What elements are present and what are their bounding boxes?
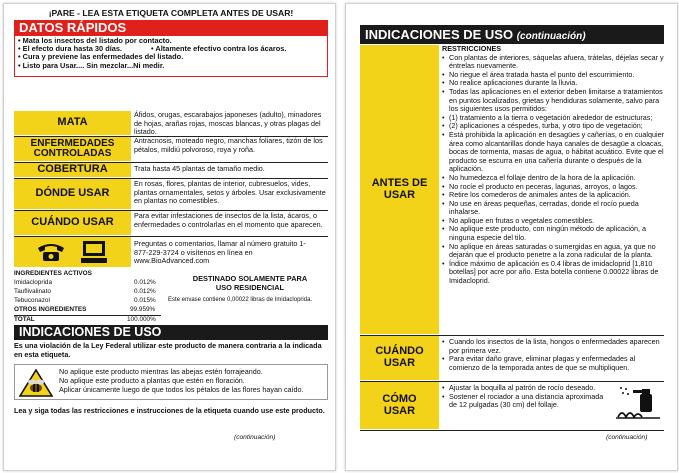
list-item: • No humedezca el follaje dentro de la hora de la aplicación. bbox=[442, 174, 664, 183]
list-item: • Índice máximo de aplicación es 0.4 libras de imidacloprid [1,810 botellas] por acre por año. Esta botella contiene 0.00022 libras de Imidacloprid. bbox=[442, 260, 664, 286]
restrictions-list bbox=[442, 54, 664, 286]
list-item: • (1) tratamiento a la tierra o vegetación alrededor de estructuras; bbox=[442, 114, 664, 123]
row-text-cobertura: Trata hasta 45 plantas de tamaño medio. bbox=[134, 164, 265, 173]
list-item: • Está prohibida la aplicación en desagües y cañerías, o en cualquier área como alcantarillas donde haya canales de desagüe a cloacas, bocas de tormenta, masas de agua, o hábitat acuático. Evite que el producto se escurra en una cañería durante o después de la aplicación. bbox=[442, 131, 664, 174]
usage-title: INDICACIONES DE USO bbox=[14, 325, 328, 340]
row-text-mata: Áfidos, orugas, escarabajos japoneses (adulto), minadores de hojas, arañas rojas, moscas blancas, y otras plagas del listado. bbox=[134, 110, 322, 137]
phone-icon bbox=[36, 242, 66, 267]
spray-bottle-icon bbox=[616, 384, 660, 425]
restrictions-block bbox=[442, 45, 664, 286]
list-item: • Con plantas de interiores, sáquelas afuera, trátelas, déjelas secar y éntrelas nuevamente. bbox=[442, 54, 664, 71]
list-item: • Sostener el rociador a una distancia aproximada de 12 pulgadas (30 cm) del follaje. bbox=[442, 393, 612, 410]
antes-label: ANTES DE USAR bbox=[360, 45, 439, 334]
bee-box bbox=[14, 364, 328, 400]
residential-use: DESTINADO SOLAMENTE PARA USO RESIDENCIAL bbox=[192, 274, 308, 292]
contact-icons bbox=[14, 237, 131, 267]
como-list bbox=[442, 384, 612, 410]
list-item: • Retire los comederos de animales antes de la aplicación. bbox=[442, 191, 664, 200]
list-item: • Ajustar la boquilla al patrón de rocío deseado. bbox=[442, 384, 612, 393]
bee-icon bbox=[19, 369, 53, 402]
list-item: • Para evitar daño grave, eliminar plagas y enfermedades al comienzo de la temporada antes de que se multipliquen. bbox=[442, 355, 664, 372]
row-label-enfermedades: ENFERMEDADES CONTROLADAS bbox=[14, 137, 131, 161]
total-value: 100.000% bbox=[127, 316, 156, 323]
quick-facts-box bbox=[14, 35, 328, 77]
continued-note: (continuación) bbox=[234, 434, 276, 441]
divider bbox=[360, 430, 664, 431]
quick-item: • El efecto dura hasta 30 días. bbox=[18, 44, 123, 53]
cuando-label: CUÁNDO USAR bbox=[360, 336, 439, 380]
total-label: TOTAL bbox=[14, 316, 35, 323]
ingredient-name: Tauflivalinato bbox=[14, 288, 51, 295]
quick-item: • Listo para Usar.... Sin mezclar...Ni medir. bbox=[18, 61, 165, 70]
bee-warning: No aplique este producto a plantas que estén en floración. bbox=[59, 376, 245, 385]
como-label: CÓMO USAR bbox=[360, 382, 439, 429]
row-label-cuando: CUÁNDO USAR bbox=[14, 211, 131, 235]
right-page bbox=[345, 3, 678, 471]
ingredient-name: Tebuconazol bbox=[14, 297, 50, 304]
list-item: • Cuando los insectos de la lista, hongos o enfermedades aparecen por primera vez. bbox=[442, 338, 664, 355]
usage-cont-suffix: (continuación) bbox=[516, 31, 586, 42]
ingredient-name: Imidacloprida bbox=[14, 279, 53, 286]
computer-icon bbox=[80, 240, 108, 269]
list-item: • No aplique este producto, con ningún método de aplicación, a ninguna especie del tilo. bbox=[442, 225, 664, 242]
row-label-cobertura: COBERTURA bbox=[14, 163, 131, 177]
quick-item: • Altamente efectivo contra los ácaros. bbox=[151, 44, 287, 53]
list-item: • Todas las aplicaciones en el exterior deben limitarse a tratamientos en puntos localizados, grietas y hendiduras solamente, salvo para los siguientes usos permitidos: bbox=[442, 88, 664, 114]
quick-item: • Mata los insectos del listado por contacto. bbox=[18, 36, 172, 45]
usage-cont-main: INDICACIONES DE USO bbox=[365, 27, 514, 42]
list-item: • No rocíe el producto en peceras, lagunas, arroyos, o lagos. bbox=[442, 183, 664, 192]
read-follow-text: Lea y siga todas las restricciones e instrucciones de la etiqueta cuando use este producto. bbox=[14, 406, 325, 415]
list-item: • No aplique en frutas o vegetales comestibles. bbox=[442, 217, 664, 226]
restrictions-header: RESTRICCIONES bbox=[442, 44, 502, 53]
ingredient-value: 0.012% bbox=[134, 288, 156, 295]
other-ingredients-value: 99.959% bbox=[130, 306, 156, 313]
left-page bbox=[3, 3, 336, 471]
row-label-mata: MATA bbox=[14, 111, 131, 135]
list-item: • No riegue el área tratada hasta el punto del escurrimiento. bbox=[442, 71, 664, 80]
bee-warning: No aplique este producto mientras las abejas estén forrajeando. bbox=[59, 367, 263, 376]
list-item: • No realice aplicaciones durante la lluvia. bbox=[442, 79, 664, 88]
quick-item: • Cura y previene las enfermedades del listado. bbox=[18, 52, 184, 61]
ingredient-value: 0.012% bbox=[134, 279, 156, 286]
list-item: • No aplique en áreas saturadas o sumergidas en agua, ya que no dejarán que el producto penetre a la zona radicular de la planta. bbox=[442, 243, 664, 260]
continued-note: (continuación) bbox=[606, 434, 648, 441]
row-text-cuando: Para evitar infestaciones de insectos de la lista, ácaros, o enfermedades o controlarlas en el momento que aparecen. bbox=[134, 211, 323, 229]
quick-facts-title: DATOS RÁPIDOS bbox=[14, 20, 328, 35]
container-note: Este envase contiene 0,00022 libras de Imidacloprida. bbox=[168, 297, 313, 303]
row-label-donde: DÓNDE USAR bbox=[14, 179, 131, 209]
list-item: • No use en áreas pequeñas, cerradas, donde el rocío pueda inhalarse. bbox=[442, 200, 664, 217]
list-item: • (2) aplicaciones a céspedes, turba, y otro tipo de vegetación; bbox=[442, 122, 664, 131]
contact-text: Preguntas o comentarios, llamar al número gratuito 1-877-229-3724 o visítenos en línea en www.BioAdvanced.com bbox=[134, 239, 306, 266]
warning-header: ¡PARE - LEA ESTA ETIQUETA COMPLETA ANTES DE USAR! bbox=[48, 8, 294, 18]
row-text-enfermedades: Antracnosis, moteado negro, manchas foliares, tizón de los pétalos, mildiú polvoroso, roya y roña. bbox=[134, 136, 323, 154]
violation-text: Es una violación de la Ley Federal utilizar este producto de manera contraria a la indicada en esta etiqueta. bbox=[14, 341, 322, 359]
other-ingredients-label: OTROS INGREDIENTES bbox=[14, 306, 87, 313]
ingredient-value: 0.015% bbox=[134, 297, 156, 304]
row-text-donde: En rosas, flores, plantas de interior, cubresuelos, vides, plantas ornamentales, setos y árboles. Usar exclusivamente en plantas no comestibles. bbox=[134, 179, 326, 206]
usage-cont-title bbox=[360, 25, 664, 44]
cuando-list bbox=[442, 338, 664, 372]
bee-warning: Aplicar únicamente luego de que todos los pétalos de las flores hayan caído. bbox=[59, 385, 304, 394]
ingredients-header: INGREDIENTES ACTIVOS bbox=[14, 270, 92, 277]
